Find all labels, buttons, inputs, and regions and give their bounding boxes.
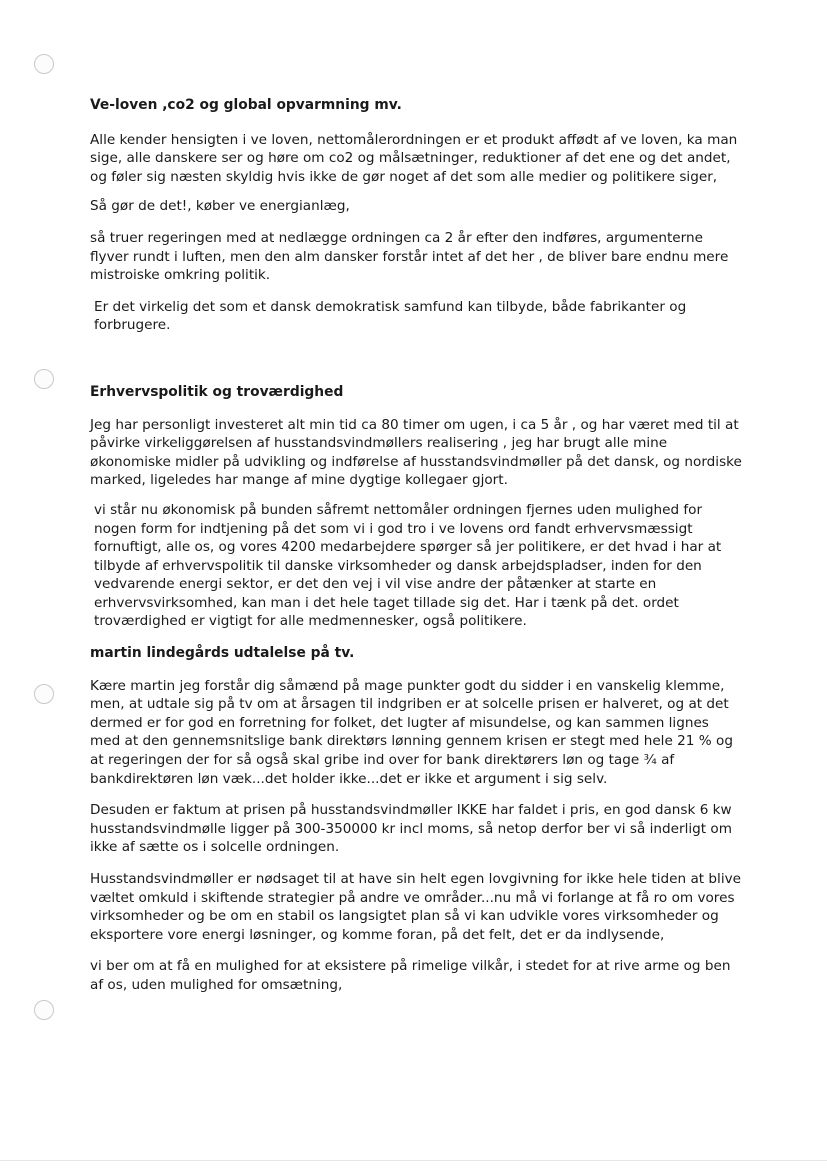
paragraph: Jeg har personligt investeret alt min tid ca 80 timer om ugen, i ca 5 år , og har været med til at påvirke virkeliggørelsen af husstandsvindmøllers realisering , jeg har brugt alle mine økonomiske midler på udvikling og indførelse af husstandsvindmøller på det dansk, og nordiske marked, ligeledes har mange af mine dygtige kollegaer gjort. (90, 416, 742, 489)
page-bottom-edge (0, 1160, 827, 1161)
section-erhvervspolitik (90, 383, 742, 631)
punch-hole-icon (34, 1000, 54, 1020)
paragraph: Så gør de det!, køber ve energianlæg, (90, 198, 350, 215)
paragraph: Husstandsvindmøller er nødsaget til at have sin helt egen lovgivning for ikke hele tiden at blive væltet omkuld i skiftende strategier på andre ve områder...nu må vi forlange at få ro om vores virksomheder og be om en stabil os langsigtet plan så vi kan udvikle vores virksomheder og eksportere vore energi løsninger, og komme foran, på det felt, det er da indlysende, (90, 871, 742, 943)
punch-hole-icon (34, 54, 54, 74)
paragraph: Er det virkelig det som et dansk demokratisk samfund kan tilbyde, både fabrikanter og forbrugere. (94, 298, 687, 334)
punch-hole-icon (34, 684, 54, 704)
section-heading: Ve-loven ,co2 og global opvarmning mv. (90, 97, 402, 113)
paragraph: Alle kender hensigten i ve loven, nettomålerordningen er et produkt affødt af ve loven, ka man sige, alle danskere ser og høre om co2 og målsætninger, reduktioner af det ene og det andet, og føler sig næsten skyldig hvis ikke de gør noget af det som alle medier og politikere siger, (90, 131, 738, 185)
paragraph: vi ber om at få en mulighed for at eksistere på rimelige vilkår, i stedet for at rive arme og ben af os, uden mulighed for omsætning, (90, 958, 731, 993)
paragraph: vi står nu økonomisk på bunden såfremt nettomåler ordningen fjernes uden mulighed for nogen form for indtjening på det som vi i god tro i ve lovens ord fandt erhvervsmæssigt fornuftigt, alle os, og vores 4200 medarbejdere spørger så jer politikere, er det hvad i har at tilbyde af erhvervspolitik til danske virksomheder og dansk arbejdspladser, inden for den vedvarende energi sektor, er det den vej i vil vise andre der påtænker at starte en erhvervsvirksomhed, kan man i det hele taget tillade sig det. Har i tænk på det. ordet troværdighed er vigtigt for alle medmennesker, også politikere. (94, 501, 722, 630)
punch-hole-icon (34, 369, 54, 389)
section-heading: martin lindegårds udtalelse på tv. (90, 645, 355, 662)
section-heading: Erhvervspolitik og troværdighed (90, 383, 344, 400)
paragraph: Kære martin jeg forstår dig såmænd på mage punkter godt du sidder i en vanskelig klemme, men, at udtale sig på tv om at årsagen til indgriben er at solcelle prisen er halveret, og at det dermed er for god en forretning for folket, det lugter af misundelse, og kan sammen lignes med at den gennemsnitslige bank direktørs lønning gennem krisen er stegt med hele 21 % og at regeringen der for så også skal gribe ind over for bank direktørers løn og tage ¾ af bankdirektøren løn væk...det holder ikke...det er ikke et argument i sig selv. (90, 677, 733, 787)
section-martin-lindegaard (90, 644, 742, 995)
paragraph: Desuden er faktum at prisen på husstandsvindmøller IKKE har faldet i pris, en god dansk 6 kw husstandsvindmølle ligger på 300-350000 kr incl moms, så netop derfor ber vi så inderligt om ikke af sætte os i solcelle ordningen. (90, 802, 732, 856)
section-ve-loven (90, 96, 742, 335)
paragraph: så truer regeringen med at nedlægge ordningen ca 2 år efter den indføres, argumenterne flyver rundt i luften, men den alm dansker forstår intet af det her , de bliver bare endnu mere mistroiske omkring politik. (90, 229, 729, 284)
document-body (90, 96, 742, 995)
